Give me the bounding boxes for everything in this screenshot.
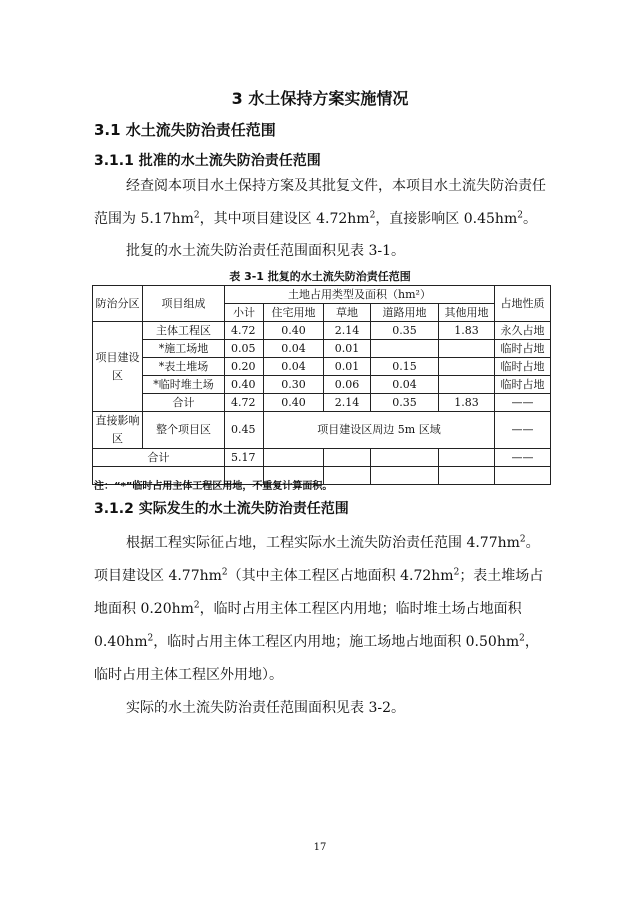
row-name: 整个项目区 [143, 412, 225, 449]
table-caption: 表 3-1 批复的水土流失防治责任范围 [229, 270, 411, 283]
cell-grass: 0.06 [324, 376, 371, 394]
cell-road: 0.04 [371, 376, 439, 394]
section-heading-3-1: 3.1 水土流失防治责任范围 [94, 121, 276, 139]
header-nature: 占地性质 [495, 286, 551, 322]
cell-road: 0.15 [371, 358, 439, 376]
cell-nature: —— [495, 412, 551, 449]
header-subtotal: 小计 [225, 304, 264, 322]
section-heading-3-1-1: 3.1.1 批准的水土流失防治责任范围 [94, 153, 321, 169]
cell-other [439, 340, 495, 358]
table-row [93, 322, 551, 340]
cell-subtotal: 4.72 [225, 394, 264, 412]
cell-residential: 0.30 [264, 376, 324, 394]
cell-nature: 临时占地 [495, 376, 551, 394]
row-name: *表土堆场 [143, 358, 225, 376]
row-name: 合计 [93, 449, 225, 467]
header-landuse: 土地占用类型及面积（hm²） [225, 286, 495, 304]
cell-other: 1.83 [439, 394, 495, 412]
table-note: 注：“*”临时占用主体工程区用地，不重复计算面积。 [94, 481, 333, 492]
table-row [93, 358, 551, 376]
cell-grass: 0.01 [324, 358, 371, 376]
header-grass: 草地 [324, 304, 371, 322]
zone-construction: 项目建设区 [93, 322, 143, 412]
header-zone: 防治分区 [93, 286, 143, 322]
cell-grass: 0.01 [324, 340, 371, 358]
cell-nature: 临时占地 [495, 340, 551, 358]
cell-road: 0.35 [371, 394, 439, 412]
paragraph-approved-scope: 经查阅本项目水土保持方案及其批复文件，本项目水土流失防治责任范围为 $5.17hm^2$，其中项目建设区 $4.72hm^2$，直接影响区 $0.45hm^2$。 [94, 178, 546, 227]
approved-scope-table [92, 285, 551, 485]
cell-residential: 0.40 [264, 394, 324, 412]
cell-road [371, 340, 439, 358]
cell-direct-description: 项目建设区周边 5m 区域 [264, 412, 495, 449]
row-name: *施工场地 [143, 340, 225, 358]
paragraph-actual-scope: 根据工程实际征占地，工程实际水土流失防治责任范围 $4.77hm^2$。项目建设区 $4.77hm^2$（其中主体工程区占地面积 $4.72hm^2$；表土堆场占地面积 $0.20hm^2$，临时占用主体工程区内用地；临时堆土场占地面积 $0.40hm^2$，临时占用主体工程区内用地；施工场地占地面积 $0.50hm^2$，临时占用主体工程区外用地）。 [94, 534, 544, 683]
table-row [93, 376, 551, 394]
paragraph-table-reference-2: 实际的水土流失防治责任范围面积见表 3-2。 [126, 700, 405, 716]
header-project: 项目组成 [143, 286, 225, 322]
page-number: 17 [313, 842, 327, 853]
cell-grass: 2.14 [324, 322, 371, 340]
cell-nature: —— [495, 394, 551, 412]
zone-direct: 直接影响区 [93, 412, 143, 449]
cell-nature: —— [495, 449, 551, 467]
cell-subtotal: 0.20 [225, 358, 264, 376]
cell-subtotal: 4.72 [225, 322, 264, 340]
row-name: 合计 [143, 394, 225, 412]
table-row-total [93, 449, 551, 467]
cell-other [439, 358, 495, 376]
section-heading-3-1-2: 3.1.2 实际发生的水土流失防治责任范围 [94, 501, 349, 517]
chapter-title: 3 水土保持方案实施情况 [231, 89, 409, 108]
cell-residential: 0.04 [264, 358, 324, 376]
cell-other [439, 376, 495, 394]
row-name: *临时堆土场 [143, 376, 225, 394]
paragraph-table-reference-1: 批复的水土流失防治责任范围面积见表 3-1。 [126, 243, 405, 259]
cell-grass: 2.14 [324, 394, 371, 412]
cell-road: 0.35 [371, 322, 439, 340]
header-road: 道路用地 [371, 304, 439, 322]
cell-nature: 永久占地 [495, 322, 551, 340]
cell-nature: 临时占地 [495, 358, 551, 376]
row-name: 主体工程区 [143, 322, 225, 340]
cell-other: 1.83 [439, 322, 495, 340]
cell-subtotal: 0.40 [225, 376, 264, 394]
header-residential: 住宅用地 [264, 304, 324, 322]
header-other: 其他用地 [439, 304, 495, 322]
table-row-direct-impact [93, 412, 551, 449]
cell-subtotal: 5.17 [225, 449, 264, 467]
cell-residential: 0.04 [264, 340, 324, 358]
cell-residential: 0.40 [264, 322, 324, 340]
table-row [93, 340, 551, 358]
cell-subtotal: 0.45 [225, 412, 264, 449]
table-row-subtotal [93, 394, 551, 412]
cell-subtotal: 0.05 [225, 340, 264, 358]
